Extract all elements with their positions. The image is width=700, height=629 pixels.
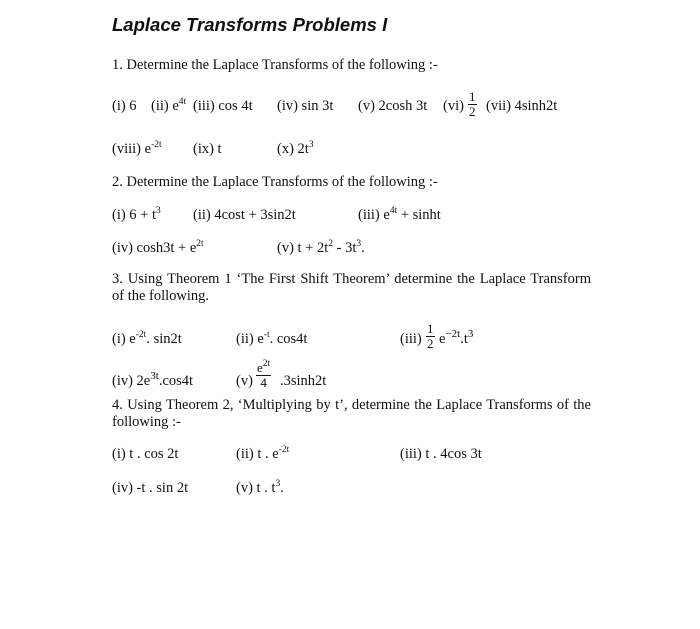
q4-item-iii: (iii) t . 4cos 3t: [400, 446, 482, 462]
q4-item-iv: (iv) -t . sin 2t: [112, 480, 189, 496]
q1-item-x: (x) $2t^3$: [277, 140, 314, 157]
q4-item-v: (v) t . $t^3$.: [236, 479, 284, 496]
q3-item-iii-label: (iii): [400, 331, 422, 347]
q1-item-ix: (ix) t: [193, 141, 222, 157]
q4-item-i: (i) t . cos 2t: [112, 446, 179, 462]
q1-item-ii: (ii) $e^{4t}$: [151, 97, 187, 114]
q1-item-vi-fraction: $\frac{1}{2}$: [469, 89, 476, 119]
q3-item-v-fraction: $\frac{e^{2t}}{4}$: [257, 359, 271, 390]
q1-item-iv: (iv) sin 3t: [277, 98, 334, 114]
q2-item-ii: (ii) 4cost + 3sin2t: [193, 207, 296, 223]
q3-item-iii-fraction: $\frac{1}{2}$: [427, 321, 434, 351]
q3-item-v-label: (v): [236, 373, 253, 389]
q1-item-viii: (viii) $e^{-2t}$: [112, 140, 162, 157]
q3-heading: 3. Using Theorem 1 ‘The First Shift Theorem’ determine the Laplace Transform of the following.: [112, 271, 591, 304]
q4-heading: 4. Using Theorem 2, ‘Multiplying by t’, determine the Laplace Transforms of the following :-: [112, 397, 591, 430]
q1-item-iii: (iii) cos 4t: [193, 98, 253, 114]
q3-item-i: (i) $e^{-2t}$. sin2t: [112, 330, 182, 347]
q1-item-vi: (vi): [443, 98, 464, 114]
q2-item-iv: (iv) $\cosh 3t + e^{2t}$: [112, 239, 204, 256]
q4-item-ii: (ii) t . $e^{-2t}$: [236, 445, 290, 462]
q2-item-v: (v) $t + 2t^2 - 3t^3$.: [277, 239, 365, 256]
q1-heading: 1. Determine the Laplace Transforms of the following :-: [112, 57, 438, 73]
q1-item-vii: (vii) 4sinh2t: [486, 98, 558, 114]
q2-heading: 2. Determine the Laplace Transforms of the following :-: [112, 174, 438, 190]
q2-item-iii: (iii) $e^{4t} + \sinh t$: [358, 206, 441, 223]
q3-item-v-expression: .3sinh2t: [280, 373, 327, 389]
q1-item-v: (v) 2cosh 3t: [358, 98, 428, 114]
page-title: Laplace Transforms Problems I: [112, 14, 388, 35]
q1-item-i: (i) 6: [112, 98, 137, 114]
q3-item-iii-expression: $e^{-2t}.t^3$: [439, 328, 474, 347]
q2-item-i: (i) $6 + t^3$: [112, 206, 161, 223]
q3-item-ii: (ii) $e^{-t}$. cos4t: [236, 330, 308, 347]
q3-item-iv: (iv) $2e^{3t}.\cos 4t$: [112, 370, 194, 389]
